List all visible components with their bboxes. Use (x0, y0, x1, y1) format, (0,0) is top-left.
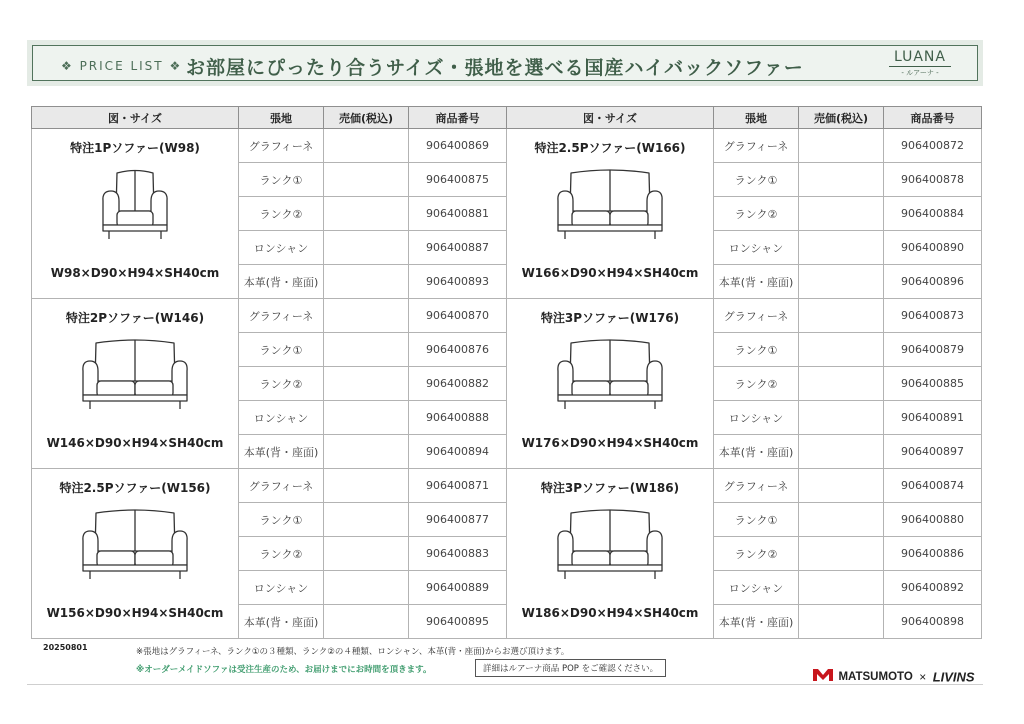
price-cell (324, 605, 409, 639)
price-cell (324, 163, 409, 197)
header-item-number: 商品番号 (884, 107, 982, 129)
fabric-cell: ランク② (714, 197, 799, 231)
model-name: 特注2.5Pソファー(W166) (534, 141, 686, 155)
company-logos (812, 667, 975, 687)
sofa-illustration-icon (553, 167, 667, 246)
item-number-cell: 906400882 (409, 367, 507, 401)
brand-logo (889, 49, 951, 78)
price-cell (324, 401, 409, 435)
item-number-cell: 906400879 (884, 333, 982, 367)
fabric-cell: グラフィーネ (714, 129, 799, 163)
detail-box: 詳細はルアーナ商品 POP をご確認ください。 (475, 659, 666, 677)
price-cell (324, 435, 409, 469)
price-cell (324, 197, 409, 231)
model-name: 特注2Pソファー(W146) (65, 311, 205, 325)
model-dimensions: W146×D90×H94×SH40cm (46, 436, 224, 450)
livins-logo: LIVINS (932, 669, 975, 685)
price-cell (799, 163, 884, 197)
item-number-cell: 906400878 (884, 163, 982, 197)
header-figure-size: 図・サイズ (507, 107, 714, 129)
price-cell (799, 197, 884, 231)
item-number-cell: 906400897 (884, 435, 982, 469)
header-figure-size: 図・サイズ (32, 107, 239, 129)
model-cell (507, 469, 714, 639)
table-header-row (32, 107, 982, 129)
header-fabric: 張地 (714, 107, 799, 129)
fabric-cell: グラフィーネ (239, 129, 324, 163)
price-cell (799, 333, 884, 367)
fabric-cell: グラフィーネ (714, 469, 799, 503)
price-cell (799, 265, 884, 299)
fabric-cell: ランク① (239, 503, 324, 537)
price-cell (799, 435, 884, 469)
sofa-illustration-icon (78, 337, 192, 416)
fabric-cell: 本革(背・座面) (239, 605, 324, 639)
model-cell (507, 129, 714, 299)
fabric-cell: ランク② (239, 367, 324, 401)
table-row (32, 299, 982, 333)
item-number-cell: 906400887 (409, 231, 507, 265)
price-cell (324, 299, 409, 333)
fabric-cell: 本革(背・座面) (714, 605, 799, 639)
fabric-cell: ランク① (714, 163, 799, 197)
model-cell (507, 299, 714, 469)
model-name: 特注3Pソファー(W176) (540, 311, 680, 325)
model-dimensions: W98×D90×H94×SH40cm (50, 266, 220, 280)
fabric-cell: ランク① (714, 333, 799, 367)
fabric-cell: 本革(背・座面) (714, 435, 799, 469)
item-number-cell: 906400898 (884, 605, 982, 639)
price-cell (324, 537, 409, 571)
price-cell (324, 231, 409, 265)
price-table (31, 106, 982, 639)
order-note: ※オーダーメイドソファは受注生産のため、お届けまでにお時間を頂きます。 (136, 665, 432, 675)
item-number-cell: 906400884 (884, 197, 982, 231)
model-dimensions: W166×D90×H94×SH40cm (521, 266, 699, 280)
fabric-cell: ランク② (239, 197, 324, 231)
fabric-cell: ランク① (239, 163, 324, 197)
price-cell (799, 299, 884, 333)
price-cell (799, 469, 884, 503)
model-cell (32, 129, 239, 299)
model-dimensions: W176×D90×H94×SH40cm (521, 436, 699, 450)
fabric-cell: 本革(背・座面) (239, 265, 324, 299)
price-list-label: ❖ PRICE LIST ❖ (61, 59, 183, 73)
item-number-cell: 906400873 (884, 299, 982, 333)
model-name: 特注3Pソファー(W186) (540, 481, 680, 495)
sofa-illustration-icon (553, 507, 667, 586)
price-cell (324, 503, 409, 537)
fabric-cell: ランク② (714, 367, 799, 401)
price-cell (799, 367, 884, 401)
fabric-cell: 本革(背・座面) (714, 265, 799, 299)
price-cell (324, 265, 409, 299)
header-price: 売価(税込) (324, 107, 409, 129)
model-dimensions: W186×D90×H94×SH40cm (521, 606, 699, 620)
model-dimensions: W156×D90×H94×SH40cm (46, 606, 224, 620)
price-cell (324, 571, 409, 605)
brand-name: LUANA (889, 49, 951, 67)
item-number-cell: 906400880 (884, 503, 982, 537)
item-number-cell: 906400896 (884, 265, 982, 299)
header-item-number: 商品番号 (409, 107, 507, 129)
price-cell (799, 129, 884, 163)
price-cell (324, 469, 409, 503)
issue-date: 20250801 (43, 643, 88, 652)
item-number-cell: 906400872 (884, 129, 982, 163)
table-row (32, 469, 982, 503)
item-number-cell: 906400894 (409, 435, 507, 469)
model-cell (32, 299, 239, 469)
matsumoto-logo: MATSUMOTO (838, 671, 913, 683)
header-price: 売価(税込) (799, 107, 884, 129)
fabric-cell: ロンシャン (714, 231, 799, 265)
item-number-cell: 906400895 (409, 605, 507, 639)
page-title: お部屋にぴったり合うサイズ・張地を選べる国産ハイバックソファー (186, 57, 804, 79)
price-cell (324, 129, 409, 163)
item-number-cell: 906400881 (409, 197, 507, 231)
model-name: 特注1Pソファー(W98) (70, 141, 200, 155)
price-cell (799, 503, 884, 537)
table-row (32, 129, 982, 163)
header-banner (27, 40, 983, 86)
logo-separator: × (919, 670, 927, 684)
item-number-cell: 906400890 (884, 231, 982, 265)
item-number-cell: 906400888 (409, 401, 507, 435)
sofa-illustration-icon (553, 337, 667, 416)
item-number-cell: 906400893 (409, 265, 507, 299)
item-number-cell: 906400871 (409, 469, 507, 503)
fabric-cell: ロンシャン (239, 231, 324, 265)
table-body (32, 129, 982, 639)
item-number-cell: 906400889 (409, 571, 507, 605)
price-cell (799, 401, 884, 435)
model-cell (32, 469, 239, 639)
header-fabric: 張地 (239, 107, 324, 129)
price-cell (799, 231, 884, 265)
price-cell (799, 605, 884, 639)
sofa-illustration-icon (78, 507, 192, 586)
fabric-cell: ロンシャン (714, 571, 799, 605)
item-number-cell: 906400874 (884, 469, 982, 503)
brand-kana: - ルアーナ - (901, 69, 939, 77)
fabric-cell: ロンシャン (239, 571, 324, 605)
fabric-cell: ランク① (239, 333, 324, 367)
fabric-cell: グラフィーネ (239, 469, 324, 503)
item-number-cell: 906400883 (409, 537, 507, 571)
matsumoto-mark-icon (812, 667, 834, 687)
header-frame (32, 45, 978, 81)
price-cell (799, 571, 884, 605)
fabric-cell: ロンシャン (239, 401, 324, 435)
item-number-cell: 906400892 (884, 571, 982, 605)
fabric-note: ※張地はグラフィーネ、ランク①の３種類、ランク②の４種類、ロンシャン、本革(背・座面)からお選び頂けます。 (136, 647, 570, 657)
price-cell (324, 367, 409, 401)
item-number-cell: 906400869 (409, 129, 507, 163)
price-cell (324, 333, 409, 367)
fabric-cell: グラフィーネ (714, 299, 799, 333)
price-cell (799, 537, 884, 571)
fabric-cell: 本革(背・座面) (239, 435, 324, 469)
item-number-cell: 906400877 (409, 503, 507, 537)
item-number-cell: 906400870 (409, 299, 507, 333)
item-number-cell: 906400885 (884, 367, 982, 401)
fabric-cell: ランク② (714, 537, 799, 571)
fabric-cell: ランク② (239, 537, 324, 571)
fabric-cell: ランク① (714, 503, 799, 537)
fabric-cell: ロンシャン (714, 401, 799, 435)
model-name: 特注2.5Pソファー(W156) (59, 481, 211, 495)
fabric-cell: グラフィーネ (239, 299, 324, 333)
item-number-cell: 906400886 (884, 537, 982, 571)
sofa-illustration-icon (97, 167, 173, 246)
item-number-cell: 906400875 (409, 163, 507, 197)
item-number-cell: 906400891 (884, 401, 982, 435)
item-number-cell: 906400876 (409, 333, 507, 367)
